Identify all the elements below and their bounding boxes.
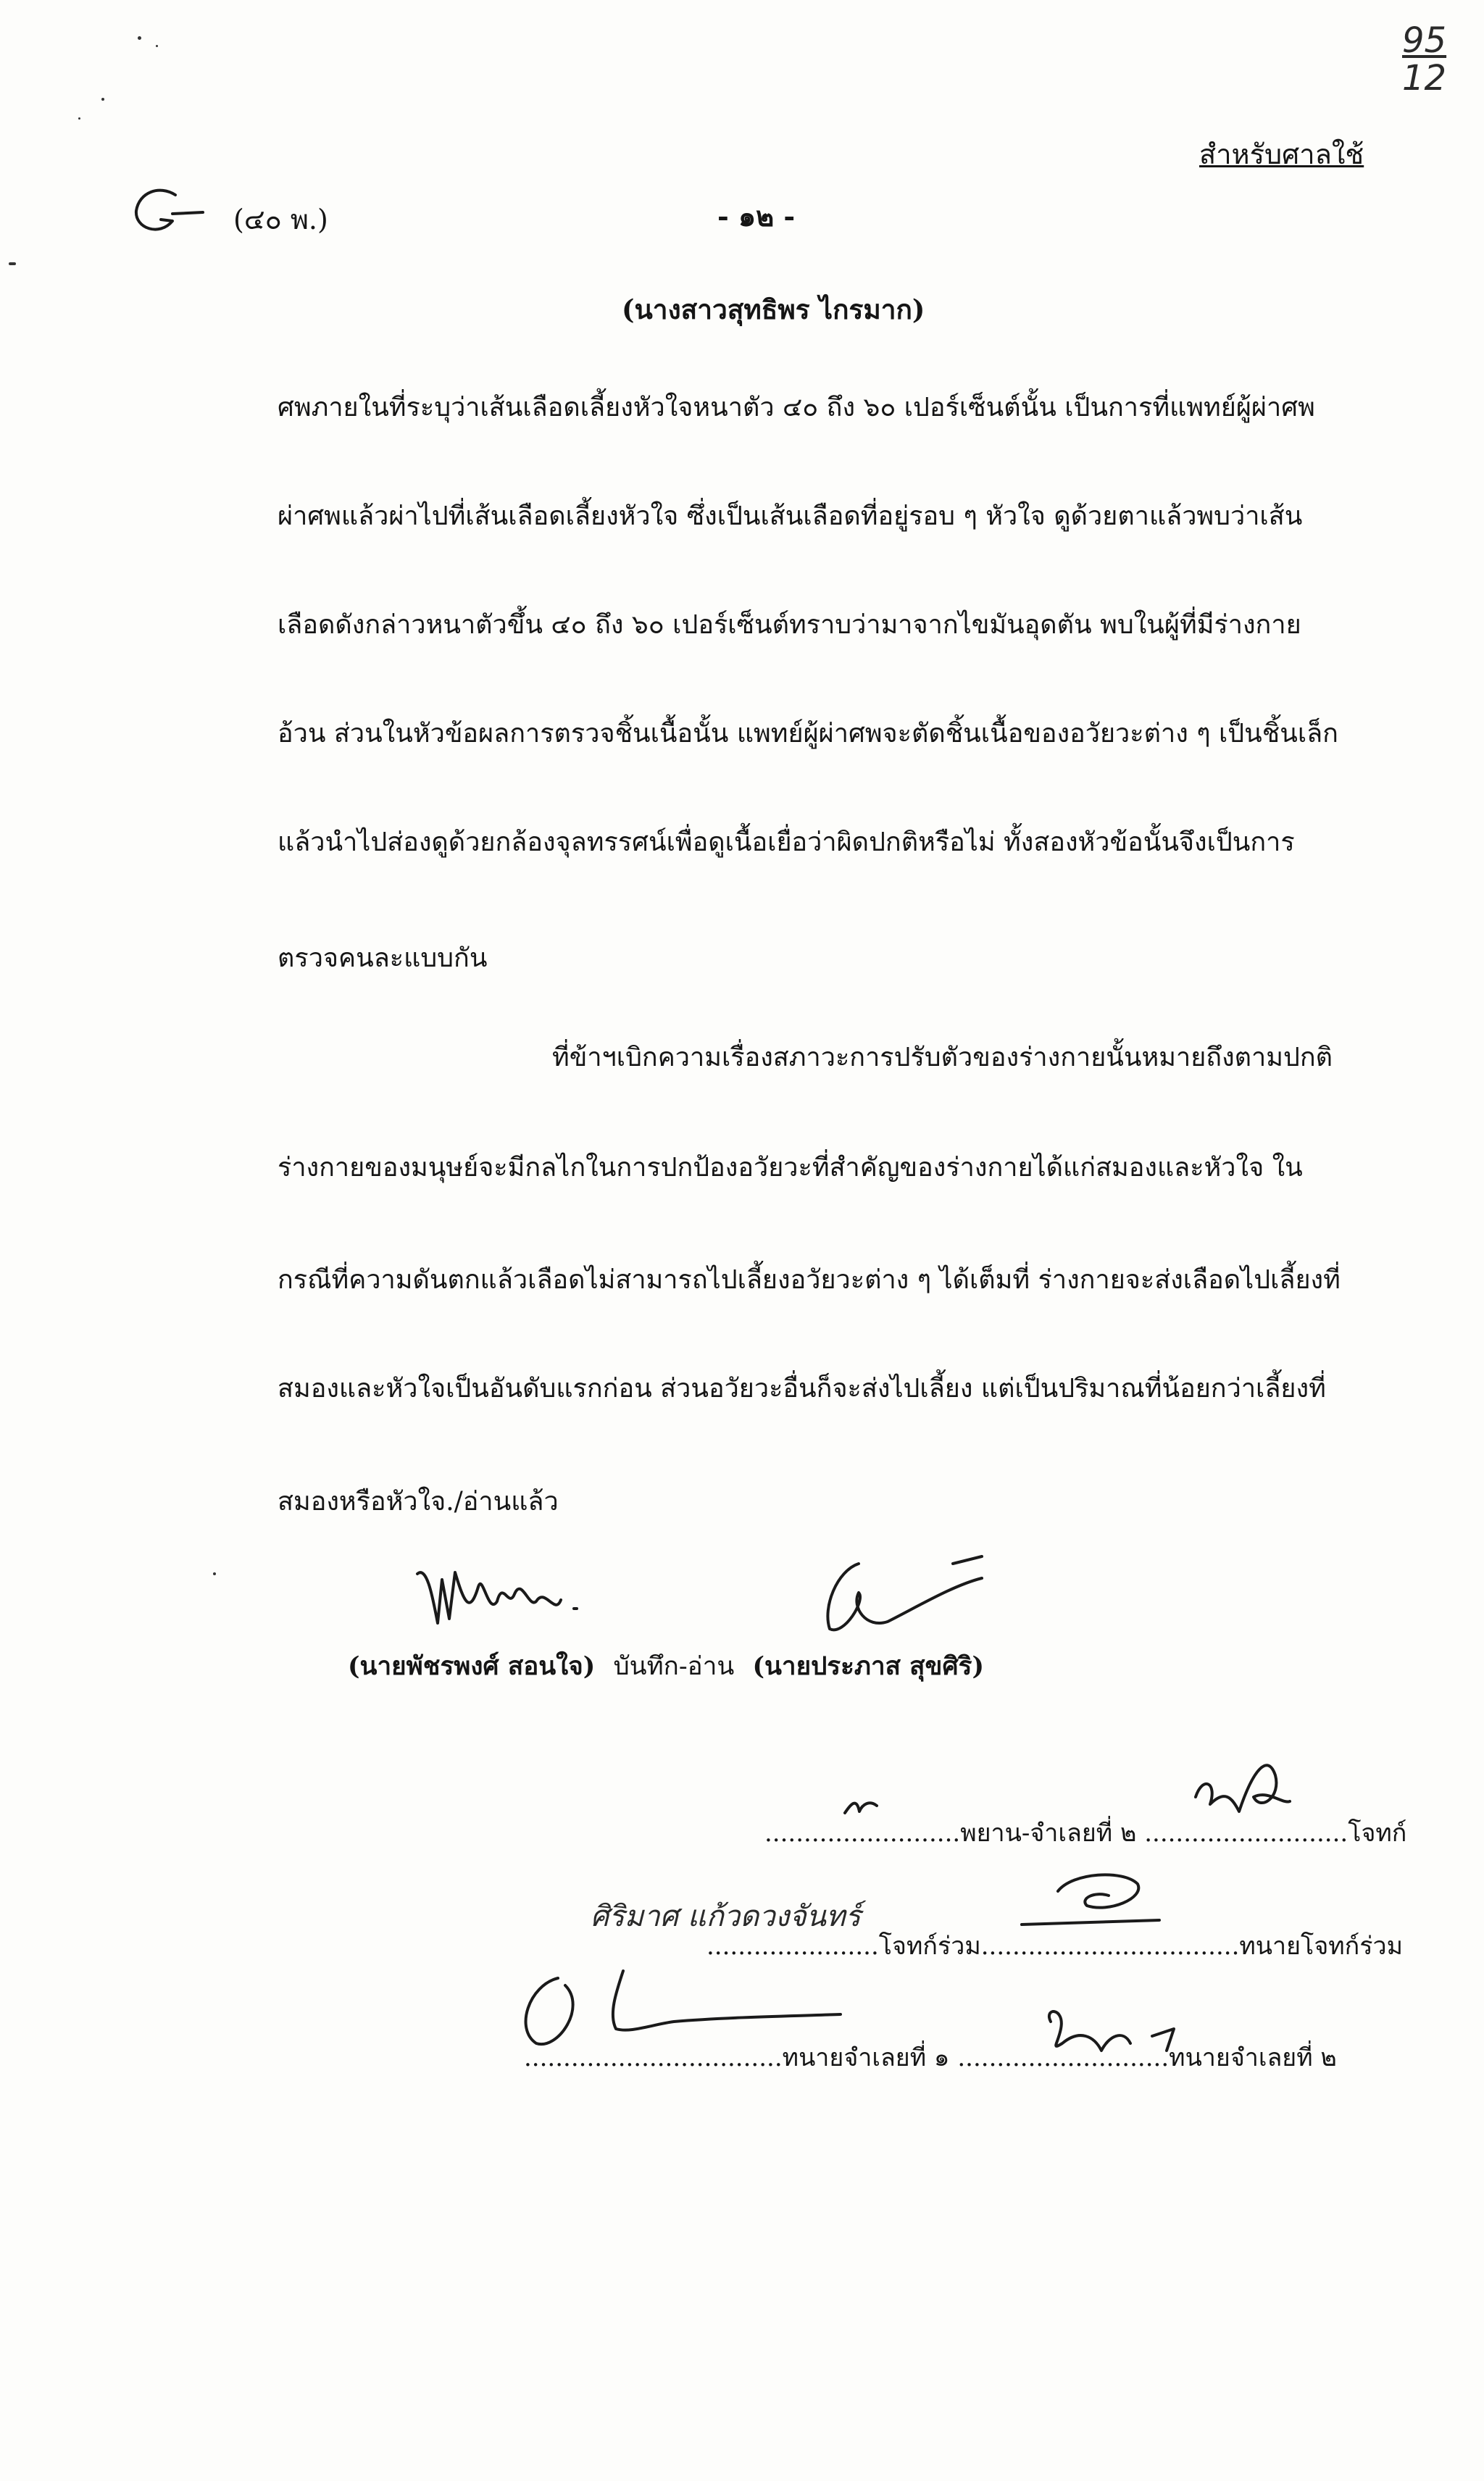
signature-blank: .......................... (1136, 1819, 1348, 1848)
paragraph2-line: ร่างกายของมนุษย์จะมีกลไกในการปกป้องอวัยวะที่สำคัญของร่างกายได้แก่สมองและหัวใจ ใน (278, 1153, 1303, 1183)
signature-blank: ........................... (949, 2043, 1170, 2072)
recorder-signature-right (815, 1556, 996, 1643)
row3-label-mid: ทนายจำเลยที่ ๑ (782, 2043, 950, 2072)
paragraph2-line: กรณีที่ความดันตกแล้วเลือดไม่สามารถไปเลี้ยงอวัยวะต่าง ๆ ได้เต็มที่ ร่างกายจะส่งเลือดไปเลี้ยงที่ (278, 1265, 1341, 1295)
recorder-line (348, 1646, 984, 1686)
scan-speck (138, 36, 141, 40)
scan-speck (213, 1572, 216, 1575)
row1-label-mid: พยาน-จำเลยที่ ๒ (960, 1819, 1137, 1848)
margin-note-line1: 95 (1402, 20, 1447, 61)
paragraph1-line: เลือดดังกล่าวหนาตัวขึ้น ๔๐ ถึง ๖๐ เปอร์เซ็นต์ทราบว่ามาจากไขมันอุดตัน พบในผู้ที่มีร่างกาย (278, 610, 1301, 640)
co-plaintiff-handwritten-name: ศิริมาศ แก้วดวงจันทร์ (591, 1900, 861, 1933)
signature-blank: ...................... (706, 1932, 879, 1961)
row2-label-mid: โจทก์ร่วม (878, 1932, 981, 1961)
scan-speck (101, 98, 104, 101)
scan-speck (78, 117, 80, 120)
page-number: - ๑๒ - (717, 200, 796, 233)
scan-speck (9, 262, 16, 265)
paragraph1-line: ตรวจคนละแบบกัน (278, 943, 488, 973)
paragraph2-line: ที่ข้าฯเบิกความเรื่องสภาวะการปรับตัวของร่างกายนั้นหมายถึงตามปกติ (552, 1043, 1333, 1072)
signature-row-3 (524, 2038, 1337, 2077)
witness-name: (นางสาวสุทธิพร ไกรมาก) (622, 293, 925, 325)
paragraph1-line: แล้วนำไปส่องดูด้วยกล้องจุลทรรศน์เพื่อดูเนื้อเยื่อว่าผิดปกติหรือไม่ ทั้งสองหัวข้อนั้นจึงเป็นการ (278, 827, 1295, 857)
paragraph1-line: อ้วน ส่วนในหัวข้อผลการตรวจชิ้นเนื้อนั้น แพทย์ผู้ผ่าศพจะตัดชิ้นเนื้อของอวัยวะต่าง ๆ เป็นชิ้นเล็ก (278, 719, 1338, 749)
paragraph2-line: สมองและหัวใจเป็นอันดับแรกก่อน ส่วนอวัยวะอื่นก็จะส่งไปเลี้ยง แต่เป็นปริมาณที่น้อยกว่าเลี้ยงที่ (278, 1374, 1326, 1404)
recorder-middle-label: บันทึก-อ่าน (613, 1652, 735, 1681)
signature-row-2 (706, 1926, 1403, 1965)
recorder-left-name: (นายพัชรพงศ์ สอนใจ) (348, 1651, 596, 1681)
signature-blank: ................................. (524, 2043, 783, 2072)
row1-label-end: โจทก์ (1348, 1819, 1407, 1848)
margin-note (1402, 22, 1446, 97)
signature-row-1 (764, 1813, 1406, 1852)
paragraph1-line: ผ่าศพแล้วผ่าไปที่เส้นเลือดเลี้ยงหัวใจ ซึ่งเป็นเส้นเลือดที่อยู่รอบ ๆ หัวใจ ดูด้วยตาแล้วพบว่าเส้น (278, 501, 1303, 531)
court-use-label: สำหรับศาลใช้ (1199, 138, 1364, 170)
recorder-signature-left (413, 1558, 587, 1638)
circle-mark-icon (130, 185, 210, 243)
paragraph1-line: ศพภายในที่ระบุว่าเส้นเลือดเลี้ยงหัวใจหนาตัว ๔๐ ถึง ๖๐ เปอร์เซ็นต์นั้น เป็นการที่แพทย์ผู้ผ่าศพ (278, 393, 1315, 422)
recorder-right-name: (นายประภาส สุขศิริ) (752, 1651, 985, 1681)
signature-blank: ......................... (764, 1819, 961, 1848)
signature-blank: ................................. (980, 1932, 1240, 1961)
form-code: (๔๐ พ.) (233, 204, 328, 235)
paragraph2-line: สมองหรือหัวใจ./อ่านแล้ว (278, 1487, 559, 1517)
scan-speck (156, 45, 158, 47)
row2-label-end: ทนายโจทก์ร่วม (1239, 1932, 1404, 1961)
margin-note-line2: 12 (1402, 58, 1447, 99)
row3-label-end: ทนายจำเลยที่ ๒ (1169, 2043, 1337, 2072)
